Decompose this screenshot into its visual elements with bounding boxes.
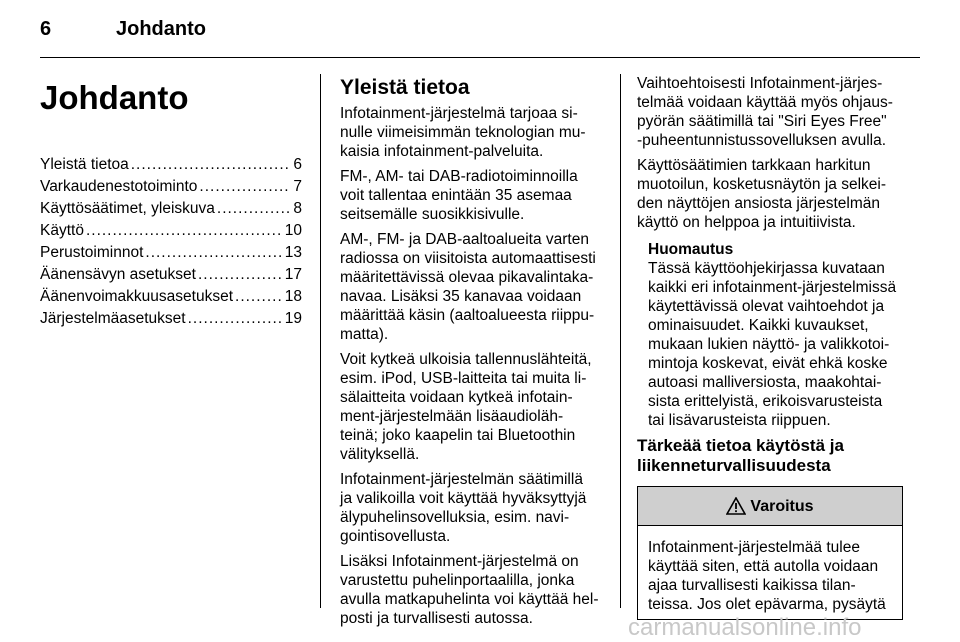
section-heading: Yleistä tietoa bbox=[340, 76, 470, 99]
warning-header bbox=[638, 487, 902, 526]
toc-leader-dots bbox=[188, 308, 283, 330]
note-box bbox=[648, 240, 903, 430]
toc-entry-page: 13 bbox=[284, 244, 302, 261]
toc-leader-dots bbox=[198, 264, 283, 286]
page-header bbox=[40, 18, 206, 41]
toc-entry[interactable] bbox=[40, 286, 302, 308]
toc-entry[interactable] bbox=[40, 308, 302, 330]
toc-entry-page: 7 bbox=[293, 178, 302, 195]
paragraph: FM-, AM- tai DAB-radiotoiminnoilla voit tallentaa enintään 35 asemaa seitsemälle suosikkisivulle. bbox=[340, 168, 578, 223]
column-divider-2 bbox=[620, 74, 621, 608]
subsection-heading: Tärkeää tietoa käytöstä ja liikenneturvallisuudesta bbox=[637, 436, 844, 475]
paragraph: AM-, FM- ja DAB-aaltoalueita varten radiossa on viisitoista automaattisesti määritettävissä olevaa pikavalintaka- navaa. Lisäksi 35 kanavaa voidaan määrittää käsin (aaltoalueesta riippu- matta). bbox=[340, 231, 596, 343]
toc-entry-label: Äänenvoimakkuusasetukset bbox=[40, 288, 234, 305]
toc-entry-label: Äänensävyn asetukset bbox=[40, 266, 196, 283]
toc-leader-dots bbox=[145, 242, 282, 264]
paragraph: Vaihtoehtoisesti Infotainment-järjes- telmää voidaan käyttää myös ohjaus- pyörän säätimillä tai "Siri Eyes Free" -puheentunnistussovelluksen avulla. bbox=[637, 75, 893, 149]
toc-leader-dots bbox=[217, 198, 291, 220]
toc-entry[interactable] bbox=[40, 220, 302, 242]
toc-entry-page: 6 bbox=[293, 156, 302, 173]
warning-title: Varoitus bbox=[750, 497, 814, 515]
toc-leader-dots bbox=[199, 176, 291, 198]
toc-entry-page: 17 bbox=[284, 266, 302, 283]
paragraph: Infotainment-järjestelmän säätimillä ja valikoilla voit käyttää hyväksyttyjä älypuhelinsovelluksia, esim. navi- gointisovellusta. bbox=[340, 471, 587, 545]
toc-entry-label: Varkaudenestotoiminto bbox=[40, 178, 198, 195]
toc-entry-label: Käyttö bbox=[40, 222, 84, 239]
column-continued bbox=[637, 74, 903, 620]
toc-entry-page: 10 bbox=[284, 222, 302, 239]
page-number: 6 bbox=[40, 18, 52, 40]
toc-entry[interactable] bbox=[40, 264, 302, 286]
toc-entry-page: 8 bbox=[293, 200, 302, 217]
watermark: carmanualsonline.info bbox=[628, 614, 862, 641]
warning-box bbox=[637, 486, 903, 620]
toc-entry-page: 18 bbox=[284, 288, 302, 305]
table-of-contents bbox=[40, 154, 302, 330]
toc-leader-dots bbox=[131, 154, 292, 176]
column-general-info bbox=[340, 74, 602, 634]
column-contents bbox=[40, 74, 302, 330]
column-divider-1 bbox=[320, 74, 321, 608]
toc-entry-page: 19 bbox=[284, 310, 302, 327]
toc-entry-label: Yleistä tietoa bbox=[40, 156, 129, 173]
toc-entry[interactable] bbox=[40, 198, 302, 220]
toc-entry[interactable] bbox=[40, 154, 302, 176]
warning-text: Infotainment-järjestelmää tulee käyttää siten, että autolla voidaan ajaa turvallisesti kaikissa tilan- teissa. Jos olet epävarma, pysäytä bbox=[648, 539, 886, 613]
toc-entry-label: Perustoiminnot bbox=[40, 244, 144, 261]
chapter-title: Johdanto bbox=[40, 79, 189, 116]
toc-leader-dots bbox=[235, 286, 283, 308]
running-section-title: Johdanto bbox=[116, 18, 206, 40]
paragraph: Lisäksi Infotainment-järjestelmä on varustettu puhelinportaalilla, jonka avulla matkapuhelinta voi käyttää hel- posti ja turvallisesti autossa. bbox=[340, 553, 599, 627]
warning-triangle-icon bbox=[726, 497, 746, 515]
toc-entry-label: Järjestelmäasetukset bbox=[40, 310, 186, 327]
paragraph: Voit kytkeä ulkoisia tallennuslähteitä, esim. iPod, USB-laitteita tai muita li- sälaitteita voidaan kytkeä infotain- ment-järjestelmään lisäaudioläh- teinä; joko kaapelin tai Bluetoothin välityksellä. bbox=[340, 351, 592, 463]
note-text: Tässä käyttöohjekirjassa kuvataan kaikki eri infotainment-järjestelmissä käytettävissä olevat vaihtoehdot ja ominaisuudet. Kaikki kuvaukset, mukaan lukien näyttö- ja valikkotoi- mintoja koskevat, eivät ehkä koske autoasi malliversiosta, maakohtai- sista erittelyistä, erikoisvarusteista tai lisävarusteista riippuen. bbox=[648, 260, 897, 429]
toc-entry-label: Käyttösäätimet, yleiskuva bbox=[40, 200, 215, 217]
toc-leader-dots bbox=[86, 220, 283, 242]
paragraph: Käyttösäätimien tarkkaan harkitun muotoilun, kosketusnäytön ja selkei- den näyttöjen ansiosta järjestelmän käyttö on helppoa ja intuitiivista. bbox=[637, 157, 886, 231]
paragraph: Infotainment-järjestelmä tarjoaa si- nulle viimeisimmän teknologian mu- kaisia infotainment-palveluita. bbox=[340, 105, 586, 160]
header-rule bbox=[40, 57, 920, 58]
note-label: Huomautus bbox=[648, 241, 734, 258]
toc-entry[interactable] bbox=[40, 176, 302, 198]
toc-entry[interactable] bbox=[40, 242, 302, 264]
